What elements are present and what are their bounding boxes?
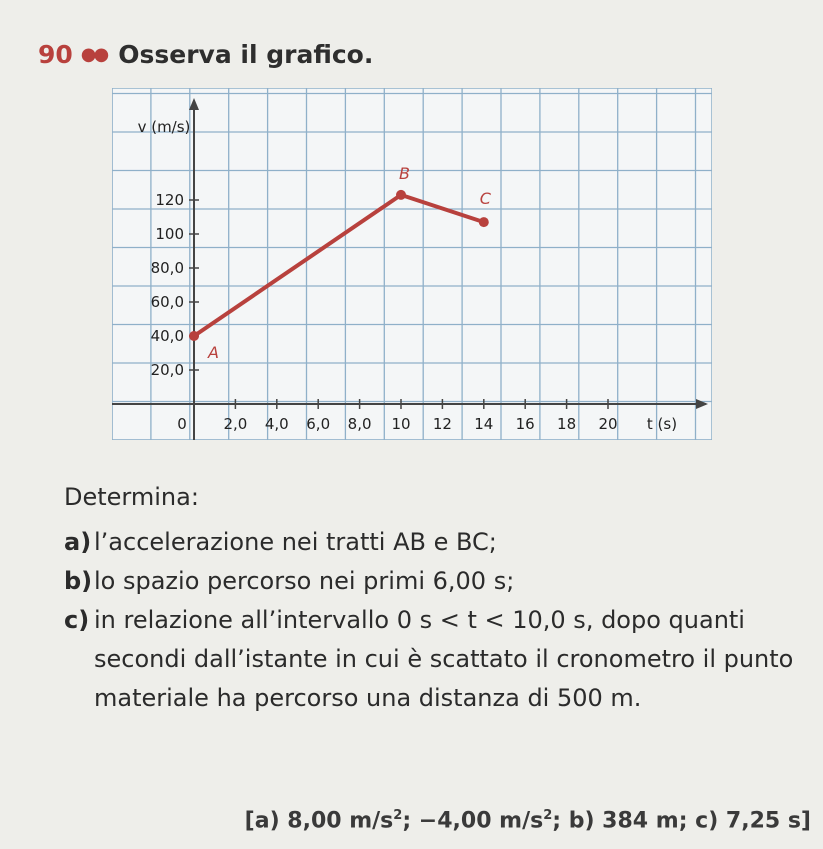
- x-tick-label: 20: [598, 415, 618, 433]
- question-c: [64, 601, 814, 718]
- point-label-c: C: [479, 189, 491, 209]
- y-tick-label: 120: [155, 191, 184, 209]
- question-text: l’accelerazione nei tratti AB e BC;: [94, 528, 497, 556]
- exercise-body: [64, 478, 814, 718]
- answer-part: ; −4,00 m/s: [402, 808, 544, 834]
- y-tick-label: 100: [155, 225, 184, 243]
- question-letter: b): [64, 567, 93, 595]
- answer-exponent: 2: [393, 808, 403, 823]
- x-tick-label: 8,0: [347, 415, 372, 433]
- y-axis-label: v (m/s): [137, 118, 191, 136]
- data-point-b: [396, 190, 406, 200]
- x-tick-label: 14: [474, 415, 494, 433]
- x-tick-label: 10: [391, 415, 411, 433]
- x-tick-label: 18: [557, 415, 577, 433]
- point-label-a: A: [208, 343, 219, 362]
- exercise-header: [38, 40, 373, 69]
- x-tick-label: 16: [515, 415, 535, 433]
- x-tick-label: 6,0: [306, 415, 331, 433]
- question-b: [64, 562, 814, 601]
- answer-part: ; b) 384 m; c) 7,25 s]: [552, 808, 811, 834]
- velocity-time-chart: [112, 88, 712, 440]
- answer-exponent: 2: [543, 808, 553, 823]
- y-tick-label: 20,0: [150, 361, 184, 379]
- data-point-a: [189, 331, 199, 341]
- question-letter: a): [64, 528, 92, 556]
- difficulty-dots: ●●: [80, 44, 107, 65]
- x-axis-label: t (s): [646, 415, 678, 433]
- x-tick-label: 4,0: [264, 415, 289, 433]
- answers-key: [245, 808, 811, 833]
- data-point-c: [479, 217, 489, 227]
- question-letter: c): [64, 606, 90, 634]
- question-a: [64, 523, 814, 562]
- x-tick-label: 2,0: [223, 415, 248, 433]
- y-tick-label: 60,0: [150, 293, 184, 311]
- y-tick-label: 80,0: [150, 259, 184, 277]
- point-label-b: B: [399, 163, 410, 183]
- question-text: in relazione all’intervallo 0 s < t < 10,0 s, dopo quanti secondi dall’istante in cui è scattato il cronometro il punto materiale ha percorso una distanza di 500 m.: [94, 606, 794, 712]
- determina-label: Determina:: [64, 483, 199, 511]
- x-tick-label: 0: [177, 415, 187, 433]
- x-tick-label: 12: [432, 415, 452, 433]
- question-text: lo spazio percorso nei primi 6,00 s;: [94, 567, 515, 595]
- chart-background: [112, 88, 712, 440]
- exercise-prompt: Osserva il grafico.: [118, 40, 374, 69]
- y-tick-label: 40,0: [150, 327, 184, 345]
- exercise-number: 90: [38, 40, 73, 69]
- answer-part: [a) 8,00 m/s: [244, 808, 394, 834]
